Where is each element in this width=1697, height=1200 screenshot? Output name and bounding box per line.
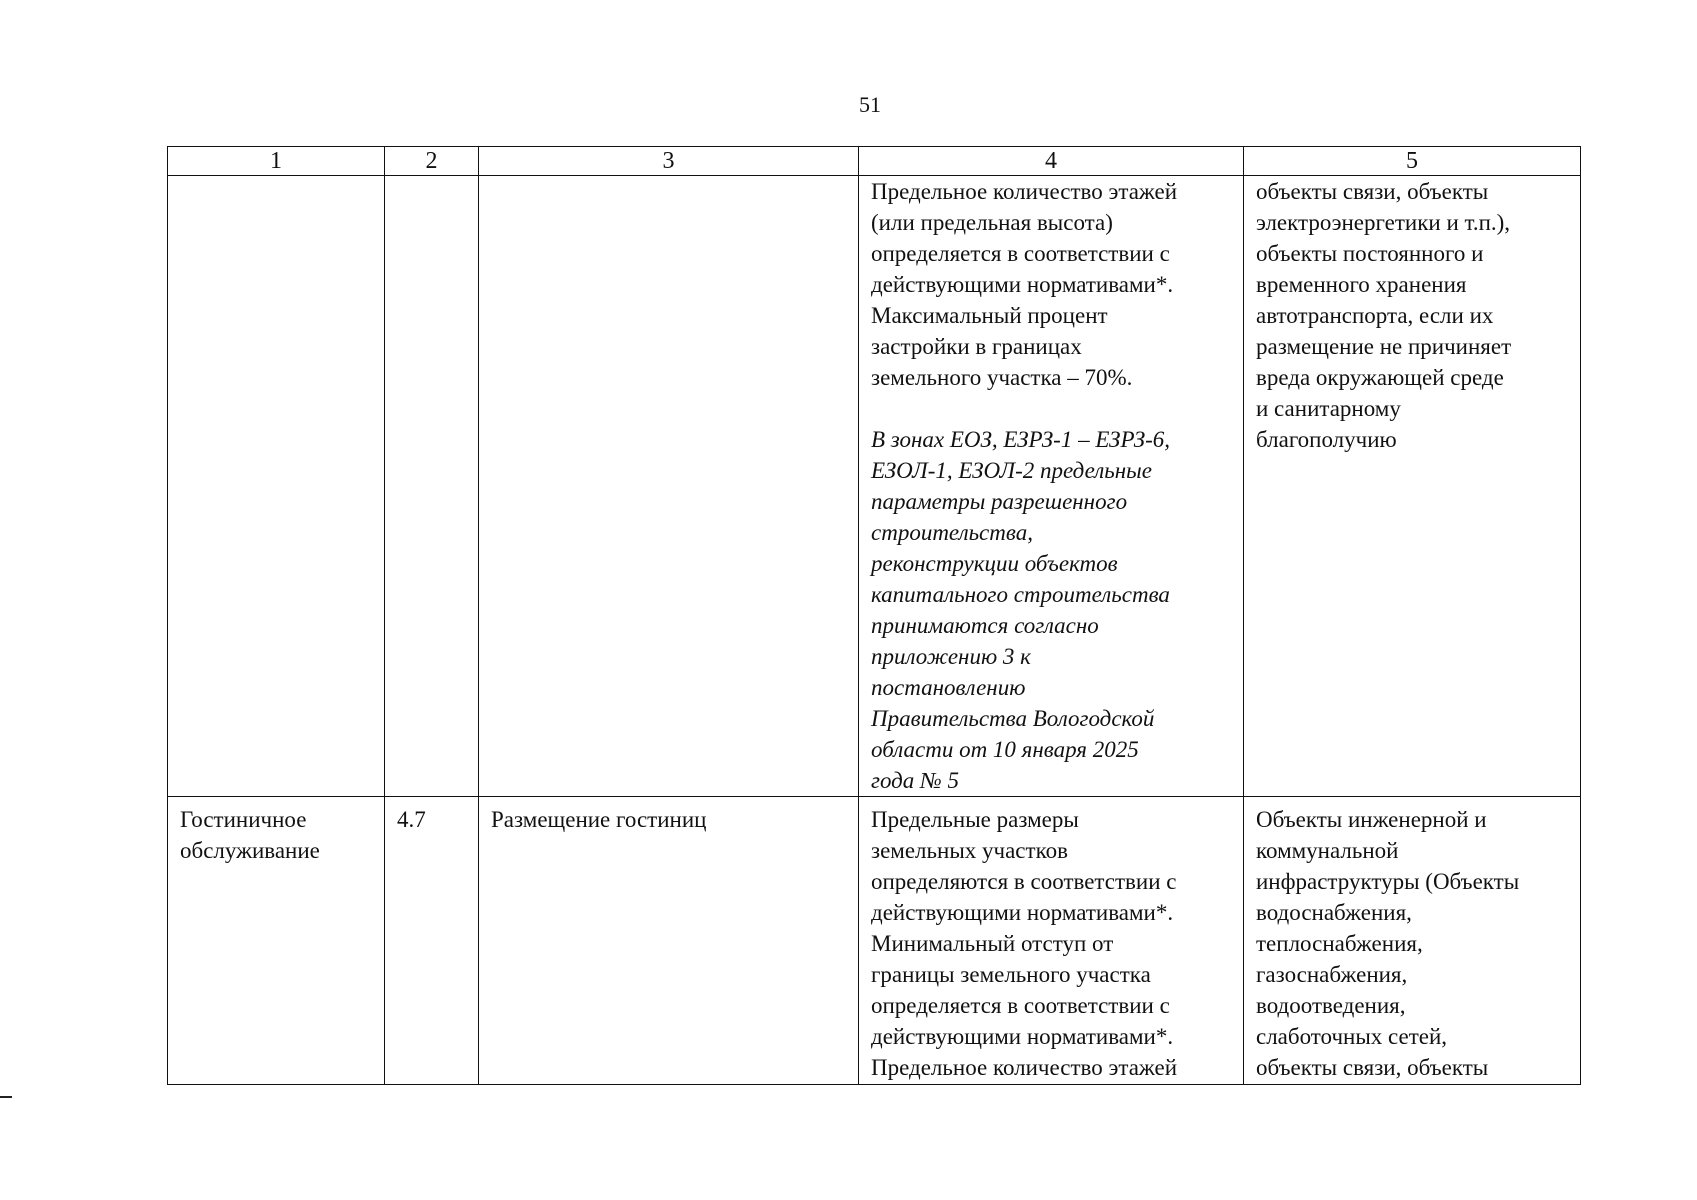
text-line: области от 10 января 2025 — [871, 737, 1139, 762]
text-line: автотранспорта, если их — [1256, 303, 1494, 328]
text-line: постановлению — [871, 675, 1026, 700]
row1-col5 — [1244, 176, 1581, 797]
row1-col4-parameters — [871, 176, 1235, 393]
text-line: Минимальный отступ от — [871, 931, 1114, 956]
table-row — [168, 176, 1581, 797]
text-line: Максимальный процент — [871, 303, 1108, 328]
text-line: действующими нормативами*. — [871, 900, 1174, 925]
text-line: определяются в соответствии с — [871, 869, 1177, 894]
text-line: объекты связи, объекты — [1256, 179, 1489, 204]
text-line: Правительства Вологодской — [871, 706, 1155, 731]
header-col-1: 1 — [168, 147, 385, 176]
text-line: вреда окружающей среде — [1256, 365, 1504, 390]
row1-col4 — [859, 176, 1244, 797]
row1-col4-zone-note — [871, 424, 1235, 796]
zoning-table — [167, 146, 1581, 1085]
text-line: принимаются согласно — [871, 613, 1099, 638]
page-number: 51 — [859, 92, 881, 117]
row1-col1 — [168, 176, 385, 797]
text-line: Предельные размеры — [871, 807, 1079, 832]
header-col-4: 4 — [859, 147, 1244, 176]
text-line: теплоснабжения, — [1256, 931, 1423, 956]
table-header-row — [168, 147, 1581, 176]
text-line: размещение не причиняет — [1256, 334, 1512, 359]
text-line: инфраструктуры (Объекты — [1256, 869, 1520, 894]
text-line: реконструкции объектов — [871, 551, 1118, 576]
row1-col2 — [385, 176, 479, 797]
header-col-5: 5 — [1244, 147, 1581, 176]
text-line: Предельное количество этажей — [871, 179, 1178, 204]
text-line: параметры разрешенного — [871, 489, 1128, 514]
text-line: Предельное количество этажей — [871, 1055, 1178, 1080]
text-line: границы земельного участка — [871, 962, 1151, 987]
text-line: коммунальной — [1256, 838, 1399, 863]
text-line: электроэнергетики и т.п.), — [1256, 210, 1511, 235]
text-line: действующими нормативами*. — [871, 272, 1174, 297]
row2-col3-description: Размещение гостиниц — [479, 797, 859, 1085]
text-line: капитального строительства — [871, 582, 1170, 607]
text-line: определяется в соответствии с — [871, 993, 1170, 1018]
text-line: обслуживание — [180, 838, 320, 863]
text-line: объекты связи, объекты — [1256, 1055, 1489, 1080]
text-line: определяется в соответствии с — [871, 241, 1170, 266]
table-row — [168, 797, 1581, 1085]
text-line: и санитарному — [1256, 396, 1401, 421]
scan-edge-mark — [0, 1096, 12, 1098]
header-col-2: 2 — [385, 147, 479, 176]
row2-col2-code: 4.7 — [385, 797, 479, 1085]
text-line: В зонах ЕОЗ, ЕЗРЗ-1 – ЕЗРЗ-6, — [871, 427, 1171, 452]
text-line: года № 5 — [871, 768, 959, 793]
text-line: строительства, — [871, 520, 1033, 545]
row2-col4-parameters — [859, 797, 1244, 1085]
text-line: Объекты инженерной и — [1256, 807, 1487, 832]
text-line: газоснабжения, — [1256, 962, 1408, 987]
row2-col5-objects — [1244, 797, 1581, 1085]
text-line: водоотведения, — [1256, 993, 1406, 1018]
text-line: ЕЗОЛ-1, ЕЗОЛ-2 предельные — [871, 458, 1152, 483]
text-line: благополучию — [1256, 427, 1397, 452]
text-line: действующими нормативами*. — [871, 1024, 1174, 1049]
text-line: земельных участков — [871, 838, 1068, 863]
text-line: водоснабжения, — [1256, 900, 1412, 925]
text-line: объекты постоянного и — [1256, 241, 1484, 266]
text-line: слаботочных сетей, — [1256, 1024, 1448, 1049]
header-col-3: 3 — [479, 147, 859, 176]
text-line: застройки в границах — [871, 334, 1082, 359]
text-line: Гостиничное — [180, 807, 307, 832]
row1-col3 — [479, 176, 859, 797]
text-line: приложению 3 к — [871, 644, 1031, 669]
text-line: временного хранения — [1256, 272, 1467, 297]
row2-col1-use-type — [168, 797, 385, 1085]
text-line: земельного участка – 70%. — [871, 365, 1133, 390]
text-line: (или предельная высота) — [871, 210, 1113, 235]
